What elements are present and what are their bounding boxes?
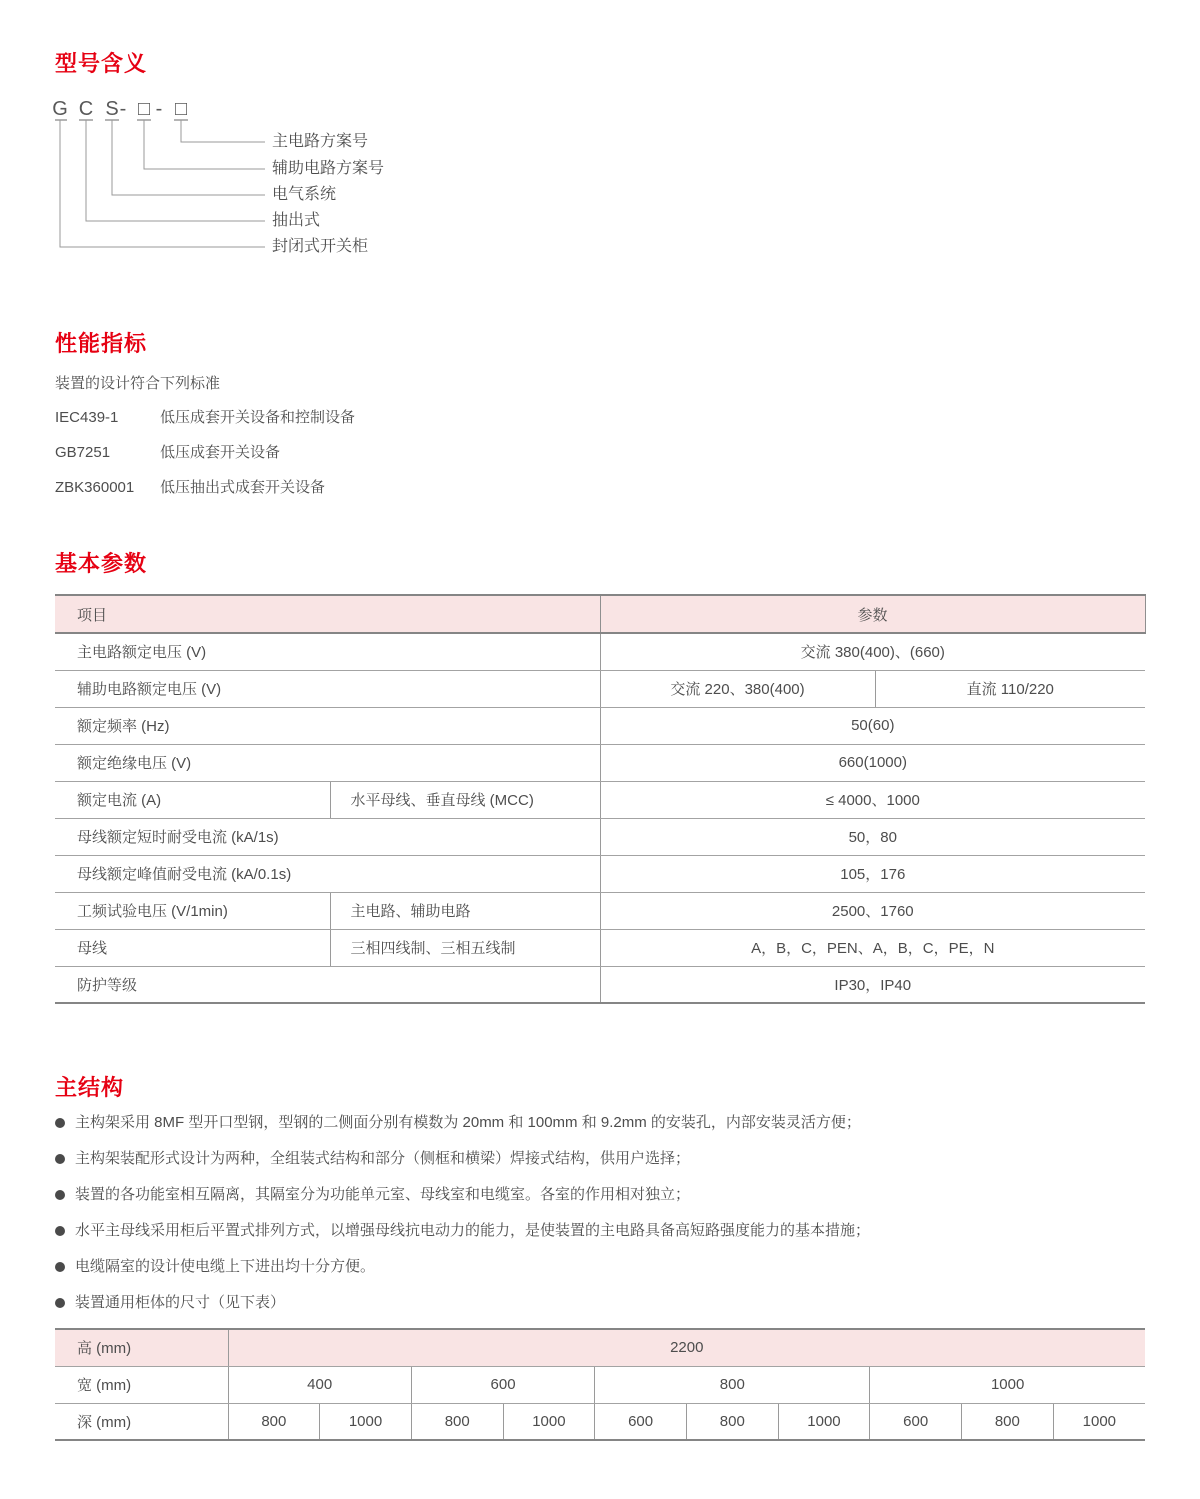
model-label-withdrawable: 抽出式 xyxy=(272,212,321,229)
width-value-cell: 1000 xyxy=(870,1366,1145,1403)
model-code-letter: G xyxy=(52,98,68,120)
bullet-item xyxy=(55,1220,1145,1241)
bullet-text: 电缆隔室的设计使电缆上下进出均十分方便。 xyxy=(75,1258,376,1275)
bullet-text: 水平主母线采用柜后平置式排列方式，以增强母线抗电动力的能力，是使装置的主电路具备高短路强度能力的基本措施； xyxy=(75,1222,871,1239)
standard-desc: 低压抽出式成套开关设备 xyxy=(160,479,326,496)
depth-value-cell: 800 xyxy=(228,1403,320,1440)
depth-value-cell: 1000 xyxy=(320,1403,412,1440)
standard-row xyxy=(55,408,1145,428)
model-code-dash: - xyxy=(155,98,163,120)
bullet-item xyxy=(55,1292,1145,1313)
param-value-ac-cell: 交流 220、380(400) xyxy=(600,670,875,707)
model-label-main-circuit: 主电路方案号 xyxy=(272,133,369,150)
bullet-dot-icon xyxy=(55,1226,65,1236)
dimension-height-row xyxy=(55,1329,1145,1366)
bullet-item xyxy=(55,1148,1145,1169)
depth-value-cell: 1000 xyxy=(778,1403,870,1440)
depth-value-cell: 800 xyxy=(686,1403,778,1440)
bullet-dot-icon xyxy=(55,1298,65,1308)
height-label-cell: 高 (mm) xyxy=(55,1329,228,1366)
params-header-param: 参数 xyxy=(600,595,1145,633)
param-value-cell: IP30，IP40 xyxy=(600,966,1145,1003)
param-subitem-cell: 三相四线制、三相五线制 xyxy=(330,929,600,966)
param-value-cell: 50(60) xyxy=(600,707,1145,744)
connector-line xyxy=(86,120,265,221)
param-row xyxy=(55,892,1145,929)
depth-value-cell: 800 xyxy=(962,1403,1054,1440)
connector-line xyxy=(60,120,265,247)
param-value-cell: ≤ 4000、1000 xyxy=(600,781,1145,818)
bullet-text: 装置通用柜体的尺寸（见下表） xyxy=(75,1294,286,1311)
bullet-text: 主构架采用 8MF 型开口型钢，型钢的二侧面分别有模数为 20mm 和 100mm 和 9.2mm 的安装孔，内部安装灵活方便； xyxy=(75,1114,861,1131)
section-title-main-structure: 主结构 xyxy=(55,1075,125,1100)
width-value-cell: 800 xyxy=(595,1366,870,1403)
standard-desc: 低压成套开关设备和控制设备 xyxy=(160,409,356,426)
param-item-cell: 额定频率 (Hz) xyxy=(55,707,600,744)
param-item-cell: 主电路额定电压 (V) xyxy=(55,633,600,670)
param-row xyxy=(55,633,1145,670)
param-value-cell: 2500、1760 xyxy=(600,892,1145,929)
params-header-row xyxy=(55,595,1145,633)
bullet-item xyxy=(55,1112,1145,1133)
cabinet-dimensions-table xyxy=(55,1328,1145,1441)
width-value-cell: 400 xyxy=(228,1366,411,1403)
dimension-width-row xyxy=(55,1366,1145,1403)
param-item-cell: 工频试验电压 (V/1min) xyxy=(55,892,330,929)
param-row xyxy=(55,781,1145,818)
param-subitem-cell: 水平母线、垂直母线 (MCC) xyxy=(330,781,600,818)
param-value-cell: A，B，C，PEN、A，B，C，PE，N xyxy=(600,929,1145,966)
basic-params-table xyxy=(55,594,1146,1004)
performance-intro: 装置的设计符合下列标准 xyxy=(55,375,221,392)
model-code-diagram xyxy=(52,98,575,266)
param-subitem-cell: 主电路、辅助电路 xyxy=(330,892,600,929)
param-item-cell: 额定电流 (A) xyxy=(55,781,330,818)
depth-label-cell: 深 (mm) xyxy=(55,1403,228,1440)
connector-line xyxy=(144,120,265,169)
bullet-dot-icon xyxy=(55,1190,65,1200)
bullet-dot-icon xyxy=(55,1118,65,1128)
bullet-item xyxy=(55,1184,1145,1205)
depth-value-cell: 600 xyxy=(870,1403,962,1440)
params-header-item: 项目 xyxy=(55,595,600,633)
model-label-enclosed-switchgear: 封闭式开关柜 xyxy=(272,238,369,255)
param-row xyxy=(55,929,1145,966)
param-value-dc-cell: 直流 110/220 xyxy=(875,670,1145,707)
standard-code: GB7251 xyxy=(55,444,111,461)
model-code-dash: - xyxy=(119,98,127,120)
model-code-box: □ xyxy=(137,98,151,120)
width-label-cell: 宽 (mm) xyxy=(55,1366,228,1403)
model-label-electric-system: 电气系统 xyxy=(272,186,337,203)
param-row xyxy=(55,670,1145,707)
standard-row xyxy=(55,478,1145,498)
param-item-cell: 防护等级 xyxy=(55,966,600,1003)
standard-row xyxy=(55,443,1145,463)
param-row xyxy=(55,855,1145,892)
param-value-cell: 105，176 xyxy=(600,855,1145,892)
height-value-cell: 2200 xyxy=(228,1329,1145,1366)
bullet-dot-icon xyxy=(55,1262,65,1272)
param-value-cell: 660(1000) xyxy=(600,744,1145,781)
model-code-letter: S xyxy=(105,98,119,120)
model-code-box: □ xyxy=(174,98,188,120)
param-item-cell: 母线额定峰值耐受电流 (kA/0.1s) xyxy=(55,855,600,892)
bullet-item xyxy=(55,1256,1145,1277)
structure-bullet-list xyxy=(55,1112,1145,1313)
standards-list xyxy=(55,408,1145,498)
depth-value-cell: 600 xyxy=(595,1403,687,1440)
connector-line xyxy=(112,120,265,195)
standard-code: IEC439-1 xyxy=(55,409,119,426)
param-item-cell: 母线 xyxy=(55,929,330,966)
section-title-performance: 性能指标 xyxy=(55,331,148,356)
section-title-model-meaning: 型号含义 xyxy=(55,51,148,76)
param-row xyxy=(55,744,1145,781)
param-item-cell: 母线额定短时耐受电流 (kA/1s) xyxy=(55,818,600,855)
param-value-cell: 50，80 xyxy=(600,818,1145,855)
depth-value-cell: 1000 xyxy=(503,1403,595,1440)
param-row xyxy=(55,818,1145,855)
depth-value-cell: 1000 xyxy=(1053,1403,1145,1440)
width-value-cell: 600 xyxy=(411,1366,594,1403)
bullet-text: 主构架装配形式设计为两种，全组装式结构和部分（侧框和横梁）焊接式结构，供用户选择； xyxy=(75,1150,691,1167)
param-item-cell: 辅助电路额定电压 (V) xyxy=(55,670,600,707)
param-row xyxy=(55,966,1145,1003)
model-label-aux-circuit: 辅助电路方案号 xyxy=(272,160,385,177)
param-item-cell: 额定绝缘电压 (V) xyxy=(55,744,600,781)
bullet-text: 装置的各功能室相互隔离，其隔室分为功能单元室、母线室和电缆室。各室的作用相对独立； xyxy=(75,1186,691,1203)
standard-desc: 低压成套开关设备 xyxy=(160,444,281,461)
param-row xyxy=(55,707,1145,744)
section-title-basic-params: 基本参数 xyxy=(55,551,148,576)
connector-line xyxy=(181,120,265,142)
depth-value-cell: 800 xyxy=(411,1403,503,1440)
bullet-dot-icon xyxy=(55,1154,65,1164)
standard-code: ZBK360001 xyxy=(55,479,135,496)
dimension-depth-row xyxy=(55,1403,1145,1440)
param-value-cell: 交流 380(400)、(660) xyxy=(600,633,1145,670)
model-code-letter: C xyxy=(78,98,94,120)
